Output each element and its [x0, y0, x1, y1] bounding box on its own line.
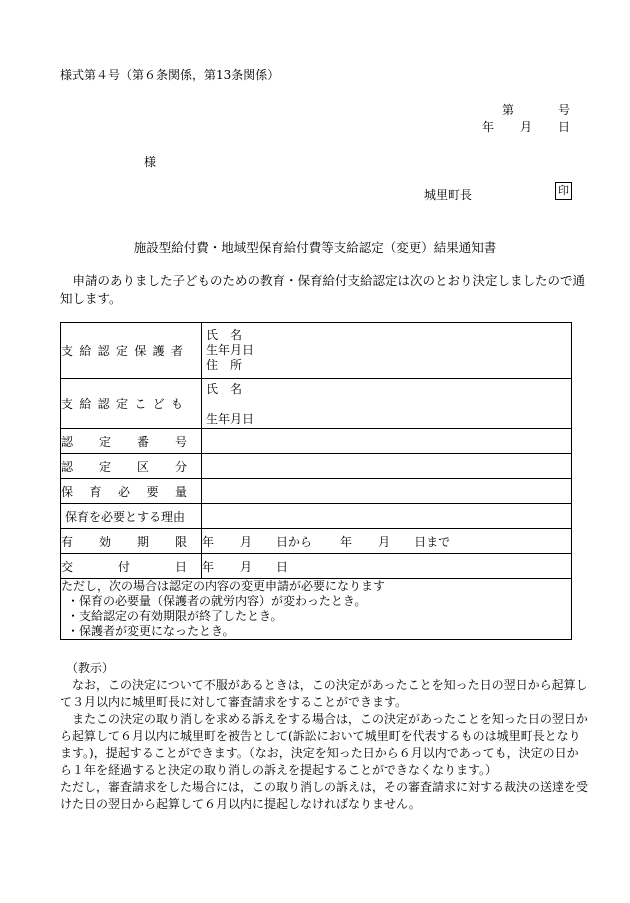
- cert-number-value[interactable]: [202, 429, 572, 454]
- intro-text: 申請のありました子どものための教育・保育給付支給認定は次のとおり決定しましたので通知します。: [60, 273, 586, 306]
- care-amount-label: 保 育 必 要 量: [61, 479, 202, 504]
- instruction-paragraph: なお，この決定について不服があるときは，この決定があったことを知った日の翌日から起算して３月以内に城里町長に対して審査請求をすることができます。: [60, 678, 588, 709]
- table-row: [61, 579, 572, 640]
- seal-box: 印: [555, 182, 572, 200]
- document-number: [502, 101, 570, 118]
- table-row: [61, 504, 572, 529]
- table-row: [61, 379, 572, 429]
- doc-number-dai: 第: [501, 103, 514, 117]
- table-row: [61, 529, 572, 554]
- doc-number-go: 号: [557, 103, 570, 117]
- cert-number-label: 認 定 番 号: [61, 429, 202, 454]
- form-number: 様式第４号（第６条関係，第13条関係）: [60, 68, 280, 82]
- care-reason-value[interactable]: [202, 504, 572, 529]
- child-fields[interactable]: 氏 名 生年月日: [202, 379, 572, 429]
- issue-date-value[interactable]: 年 月 日: [202, 554, 572, 579]
- table-row: [61, 479, 572, 504]
- care-amount-value[interactable]: [202, 479, 572, 504]
- issue-date-label: 交 付 日: [61, 554, 202, 579]
- instruction-paragraph: またこの決定の取り消しを求める訴えをする場合は，この決定があったことを知った日の翌日から起算して６月以内に城里町を被告として(訴訟において城里町を代表するものは城里町長となります。)，提起することができます。（なお，決定を知った日から６月以内であっても，決定の日から１年を経過すると決定の取り消しの訴えを提起することができなくなります。）: [60, 712, 588, 777]
- date-month: 月: [519, 120, 532, 134]
- document-title: 施設型給付費・地域型保育給付費等支給認定（変更）結果通知書: [133, 240, 497, 255]
- note-item: ・保護者が変更になったとき。: [67, 624, 235, 638]
- table-row: [61, 323, 572, 379]
- date-day: 日: [557, 120, 570, 134]
- instruction-paragraph: ただし，審査請求をした場合には，この取り消しの訴えは，その審査請求に対する裁決の送達を受けた日の翌日から起算して６月以内に提起しなければなりません。: [60, 780, 589, 811]
- guardian-label: 支 給 認 定 保 護 者: [61, 323, 202, 379]
- addressee: 様: [144, 155, 157, 169]
- valid-period-value[interactable]: 年 月 日から 年 月 日まで: [202, 529, 572, 554]
- notes-heading: ただし，次の場合は認定の内容の変更申請が必要になります: [61, 579, 386, 593]
- valid-period-label: 有 効 期 限: [61, 529, 202, 554]
- guardian-fields[interactable]: 氏 名 生年月日 住 所: [202, 323, 572, 379]
- table-row: [61, 554, 572, 579]
- care-reason-label: 保育を必要とする理由: [61, 504, 202, 529]
- table-row: [61, 429, 572, 454]
- instruction-heading: （教示）: [66, 661, 115, 675]
- table-row: [61, 454, 572, 479]
- note-item: ・保育の必要量（保護者の就労内容）が変わったとき。: [67, 594, 367, 608]
- notes-cell: [61, 579, 572, 640]
- date-year: 年: [481, 120, 494, 134]
- certification-table: [60, 322, 572, 640]
- issuer-name: 城里町長: [424, 188, 473, 202]
- child-label: 支 給 認 定 こ ど も: [61, 379, 202, 429]
- cert-class-label: 認 定 区 分: [61, 454, 202, 479]
- cert-class-value[interactable]: [202, 454, 572, 479]
- note-item: ・支給認定の有効期限が終了したとき。: [67, 609, 283, 623]
- instruction-section: [60, 660, 590, 813]
- issue-date: [482, 118, 570, 135]
